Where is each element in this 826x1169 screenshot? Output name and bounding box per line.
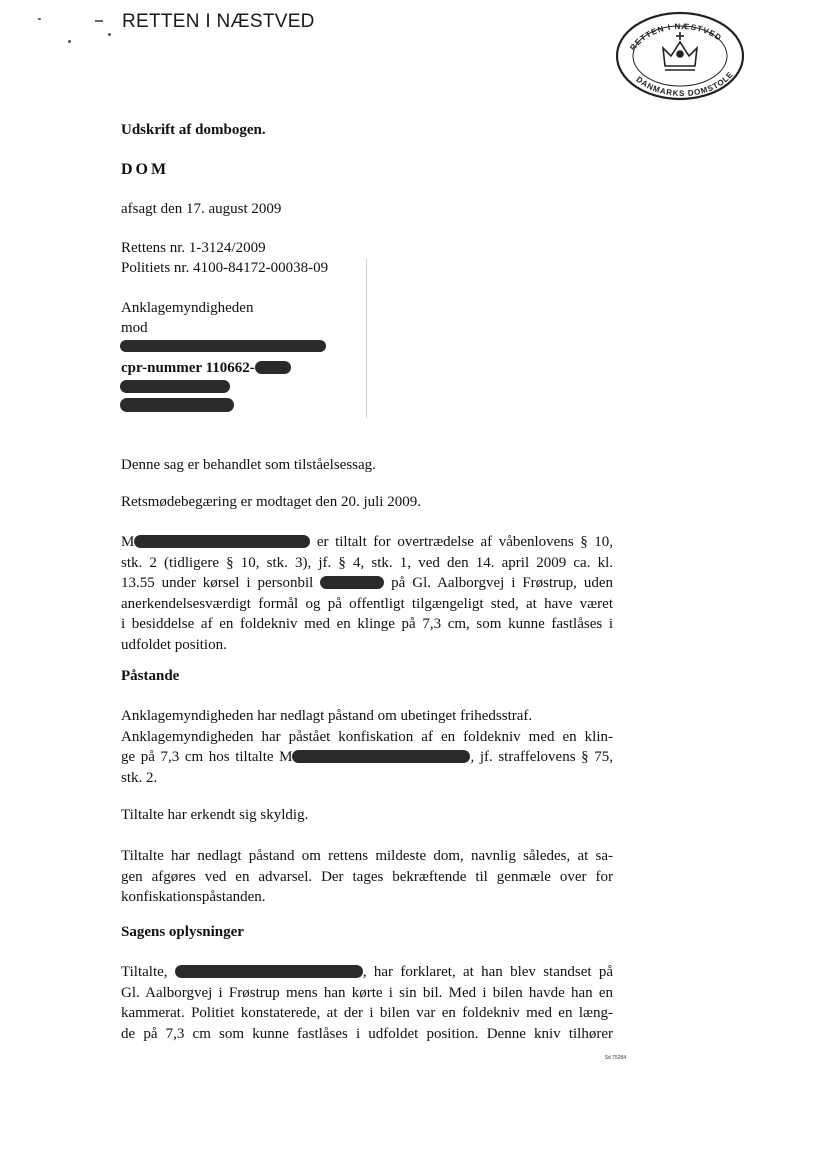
party-prosecution: Anklagemyndigheden	[121, 300, 254, 316]
redacted-name	[134, 535, 310, 548]
seal-top-text: RETTEN I NÆSTVED	[628, 21, 724, 53]
facts-line: de på 7,3 cm som kunne fastlåses i udfoldet position. Denne kniv tilhører	[121, 1025, 613, 1042]
claims-heading: Påstande	[121, 668, 180, 684]
facts-line: kammerat. Politiet konstaterede, at der i bilen var en foldekniv med en læng-	[121, 1005, 613, 1021]
facts-heading: Sagens oplysninger	[121, 924, 244, 940]
defense-line: Tiltalte har nedlagt påstand om rettens mildeste dom, navnlig således, at sa-	[121, 848, 613, 864]
charge-line: 13.55 under kørsel i personbil på Gl. Aalborgvej i Frøstrup, uden	[121, 575, 614, 591]
charge-line: udfoldet position.	[121, 636, 227, 653]
charge-line: M er tiltalt for overtrædelse af våbenlovens § 10,	[121, 534, 614, 550]
redacted-plate	[320, 576, 384, 589]
date-line: afsagt den 17. august 2009	[121, 201, 282, 217]
claims-line: stk. 2.	[121, 769, 158, 786]
facts-paragraph	[121, 962, 613, 1044]
redacted-name	[292, 750, 470, 763]
document-title: DOM	[121, 161, 170, 178]
claims-paragraph	[121, 706, 613, 788]
page-code: Sd 75284	[604, 1055, 626, 1061]
redacted-name	[120, 340, 326, 352]
facts-line: Tiltalte, , har forklaret, at han blev standset på	[121, 964, 613, 980]
charge-line: anerkendelsesværdigt formål og på offentligt tilgængeligt sted, at have været	[121, 595, 613, 612]
scan-speck	[68, 40, 71, 43]
defense-line: gen afgøres ved en advarsel. Der tages bekræftende til genmæle over for	[121, 868, 613, 885]
court-name-header: RETTEN I NÆSTVED	[122, 11, 315, 32]
crown-icon	[663, 32, 697, 70]
redacted-cpr	[255, 361, 291, 374]
claims-line: Anklagemyndigheden har nedlagt påstand om ubetinget frihedsstraf.	[121, 708, 533, 724]
party-versus: mod	[121, 320, 148, 336]
charge-line: i besiddelse af en foldekniv med en klinge på 7,3 cm, som kunne fastlåses i	[121, 616, 613, 632]
defense-paragraph	[121, 846, 613, 908]
hearing-request-line: Retsmødebegæring er modtaget den 20. juli 2009.	[121, 494, 421, 510]
facts-line: Gl. Aalborgvej i Frøstrup mens han kørte i sin bil. Med i bilen havde han en	[121, 984, 613, 1001]
defense-line: konfiskationspåstanden.	[121, 889, 266, 905]
confession-case-line: Denne sag er behandlet som tilståelsessag.	[121, 457, 376, 473]
charge-line: stk. 2 (tidligere § 10, stk. 3), jf. § 4, stk. 1, ved den 14. april 2009 ca. kl.	[121, 554, 613, 571]
document-heading: Udskrift af dombogen.	[121, 122, 266, 138]
case-number: Rettens nr. 1-3124/2009	[121, 240, 266, 256]
redacted-address-1	[120, 380, 230, 393]
claims-line: Anklagemyndigheden har påstået konfiskation af en foldekniv med en klin-	[121, 728, 613, 745]
guilty-plea-line: Tiltalte har erkendt sig skyldig.	[121, 807, 309, 823]
redacted-name	[175, 965, 363, 978]
cpr-line	[121, 358, 291, 378]
court-seal	[613, 8, 747, 104]
scan-speck	[108, 33, 111, 36]
redacted-address-2	[120, 398, 234, 412]
scan-margin-line	[366, 258, 367, 418]
scan-speck	[38, 18, 41, 20]
police-number: Politiets nr. 4100-84172-00038-09	[121, 260, 329, 276]
cpr-label: cpr-nummer 110662-	[121, 360, 255, 376]
scan-dash	[95, 20, 103, 22]
claims-line: ge på 7,3 cm hos tiltalte M , jf. straffelovens § 75,	[121, 749, 613, 765]
seal-bottom-text: DANMARKS DOMSTOLE	[634, 69, 736, 99]
charge-paragraph	[121, 532, 613, 655]
